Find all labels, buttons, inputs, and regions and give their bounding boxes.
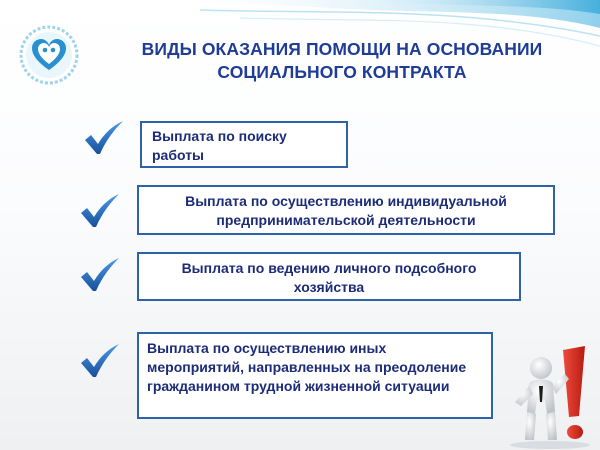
checkmark-icon (78, 343, 122, 379)
title-line-2: СОЦИАЛЬНОГО КОНТРАКТА (217, 62, 467, 82)
person-exclamation-figure-icon (505, 342, 600, 450)
assistance-item-job-search: Выплата по поиску работы (140, 121, 348, 168)
assistance-item-household: Выплата по ведению личного подсобного хозяйства (137, 252, 521, 301)
checkmark-icon (78, 257, 122, 293)
checkmark-icon (78, 193, 122, 229)
title-line-1: ВИДЫ ОКАЗАНИЯ ПОМОЩИ НА ОСНОВАНИИ (141, 39, 543, 59)
checkmark-icon (82, 120, 126, 156)
family-heart-logo-icon (18, 24, 80, 86)
assistance-item-entrepreneurship: Выплата по осуществлению индивидуальной предпринимательской деятельности (137, 185, 555, 235)
assistance-item-other-measures: Выплата по осуществлению иных мероприятий, направленных на преодоление гражданином трудной жизненной ситуации (137, 332, 493, 419)
page-title (92, 38, 592, 84)
